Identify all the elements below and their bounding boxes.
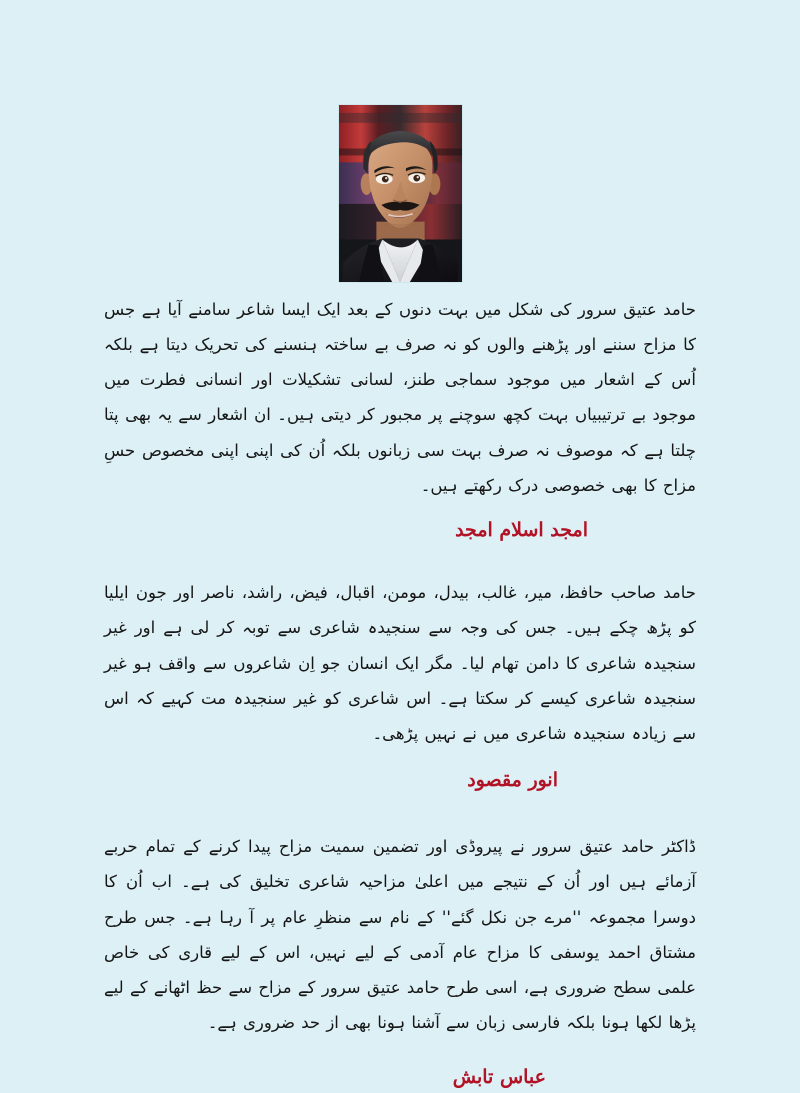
author-portrait-container [338,104,463,283]
testimonial-paragraph-1: حامد عتیق سرور کی شکل میں بہت دنوں کے بعد ایک ایسا شاعر سامنے آیا ہے جس کا مزاح سننے اور پڑھنے والوں کو نہ صرف بے ساختہ ہنسنے کی تحریک دیتا ہے بلکہ اُس کے اشعار میں موجود سماجی طنز، لسانی تشکیلات اور انسانی فطرت میں موجود بے ترتیبیاں بہت کچھ سوچنے پر مجبور کر دیتی ہیں۔ ان اشعار سے یہ بھی پتا چلتا ہے کہ موصوف نہ صرف بہت سی زبانوں بلکہ اُن کی اپنی اپنی مخصوص حسِ مزاح کا بھی خصوصی درک رکھتے ہیں۔ [104,300,696,495]
testimonials-container [0,292,800,1093]
testimonial-paragraph-3: ڈاکٹر حامد عتیق سرور نے پیروڈی اور تضمین سمیت مزاح پیدا کرنے کے تمام حربے آزمائے ہیں اور اُن کے نتیجے میں اعلیٰ مزاحیہ شاعری تخلیق کی ہے۔ اب اُن کا دوسرا مجموعہ ''مرے جن نکل گئے'' کے نام سے منظرِ عام پر آ رہا ہے۔ جس طرح مشتاق احمد یوسفی کا مزاح عام آدمی کے لیے نہیں، اس کے لیے قاری کی خاص علمی سطح ضروری ہے، اسی طرح حامد عتیق سرور کے مزاح سے حظ اٹھانے کے لیے پڑھا لکھا ہونا بلکہ فارسی زبان سے آشنا ہونا بھی از حد ضروری ہے۔ [104,837,696,1033]
testimonial-author-3: عباس تابش [452,1066,546,1089]
author-portrait [338,104,463,283]
testimonial-author-1: امجد اسلام امجد [455,518,588,541]
testimonial-paragraph-2: حامد صاحب حافظ، میر، غالب، بیدل، مومن، اقبال، فیض، راشد، ناصر اور جون ایلیا کو پڑھ چکے ہیں۔ جس کی وجہ سے سنجیدہ شاعری سے توبہ کر لی ہے اور غیر سنجیدہ شاعری کا دامن تھام لیا۔ مگر ایک انسان جو اِن شاعروں سے واقف ہو غیر سنجیدہ شاعری کیسے کر سکتا ہے۔ اس شاعری کو غیر سنجیدہ مت کہیے کہ اس سے زیادہ سنجیدہ شاعری میں نے نہیں پڑھی۔ [104,583,696,743]
testimonial-author-2: انور مقصود [467,768,558,791]
portrait-illustration [339,105,462,282]
